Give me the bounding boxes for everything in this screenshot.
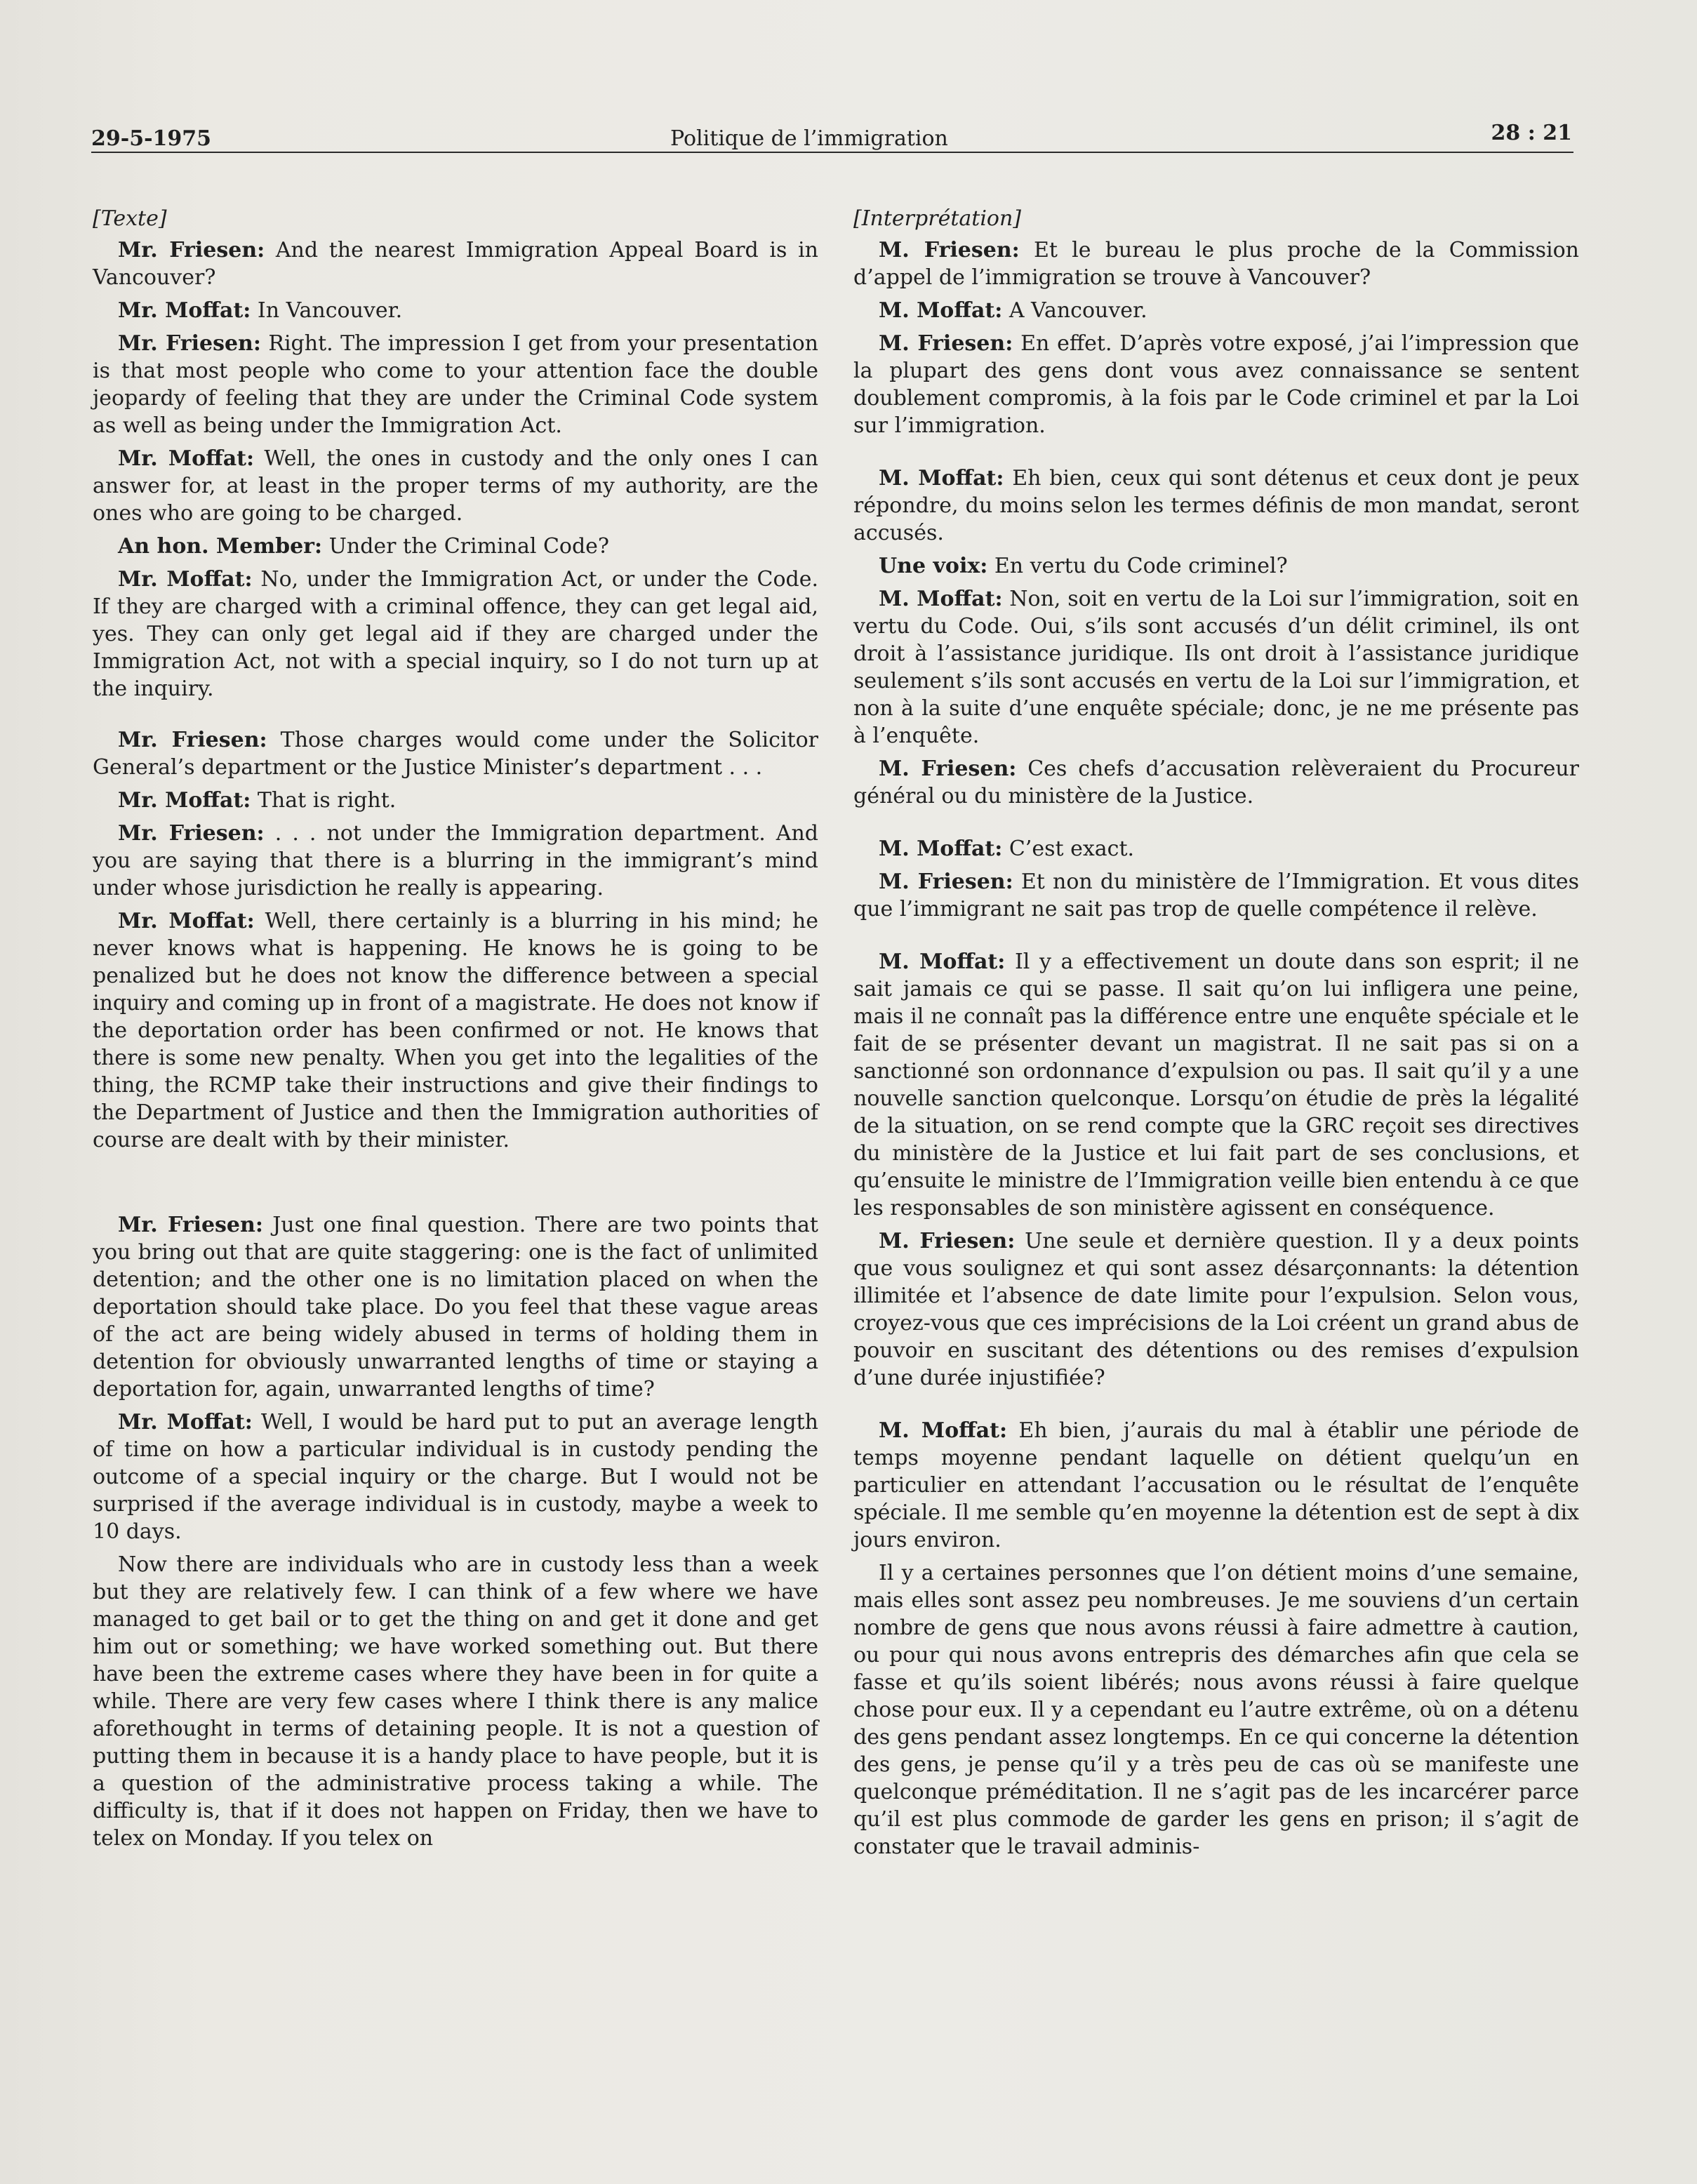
speaker-name: M. Friesen: [879, 1229, 1016, 1253]
transcript-paragraph [853, 755, 1579, 810]
speech-text: En vertu du Code criminel? [987, 554, 1288, 578]
speaker-name: Mr. Moffat: [118, 909, 255, 933]
speech-text: Now there are individuals who are in custody less than a week but they are relatively few. I can think of a few where we have managed to get bail or to get the thing on and get it done and get him out or something; we have worked something out. But there have been the extreme cases where they have been in for quite a while. There are very few cases where I think there is any malice aforethought in terms of detaining people. It is not a question of putting them in because it is a handy place to have people, but it is a question of the administrative process taking a while. The difficulty is, that if it does not happen on Friday, then we have to telex on Monday. If you telex on [93, 1552, 818, 1851]
speech-text: Il y a effectivement un doute dans son esprit; il ne sait jamais ce qui se passe. Il sait qu’on lui infligera une peine, mais il ne connaît pas la différence entre une enquête spéciale et le fait de se présenter devant un magistrat. Il ne sait pas si on a sanctionné son ordonnance d’expulsion ou pas. Il sait qu’il y a une nouvelle sanction quelconque. Lorsqu’on étudie de près la légalité de la situation, on se rend compte que la GRC reçoit ses directives du ministère de la Justice et lui fait part de ses conclusions, et qu’ensuite le ministre de l’Immigration veille bien entendu à ce que les responsables de son ministère agissent en conséquence. [853, 950, 1579, 1220]
speaker-name: Mr. Friesen: [118, 331, 261, 356]
speaker-name: Mr. Friesen: [118, 238, 265, 262]
speech-text: Il y a certaines personnes que l’on détient moins d’une semaine, mais elles sont assez peu nombreuses. Je me souviens d’un certain nombre de gens que nous avons réussi à faire admettre à caution, ou pour qui nous avons entrepris des démarches afin que cela se fasse et qu’ils soient libérés; nous avons réussi à faire quelque chose pour eux. Il y a cependant eu l’autre extrême, où on a détenu des gens pendant assez longtemps. En ce qui concerne la détention des gens, je pense qu’il y a très peu de cas où se manifeste une quelconque préméditation. Il ne s’agit pas de les incarcérer parce qu’il est plus commode de garder les gens en prison; il s’agit de constater que le travail adminis- [853, 1561, 1579, 1859]
speech-text: Non, soit en vertu de la Loi sur l’immigration, soit en vertu du Code. Oui, s’ils sont accusés d’un délit criminel, ils ont droit à l’assistance juridique. Ils ont droit à l’assistance juridique seulement s’ils sont accusés en vertu de la Loi sur l’immigration, et non à la suite d’une enquête spéciale; donc, je ne me présente pas à l’enquête. [853, 587, 1580, 748]
speaker-name: M. Friesen: [879, 238, 1020, 262]
transcript-paragraph [93, 566, 818, 703]
speech-text: C’est exact. [1002, 837, 1135, 861]
speaker-name: M. Moffat: [879, 950, 1006, 974]
header-page-number: 28 : 21 [1491, 121, 1572, 145]
transcript-paragraph [853, 330, 1579, 439]
speech-text: Well, I would be hard put to put an average length of time on how a particular individual is in custody pending the outcome of a special inquiry or the charge. But I would not be surprised if the average individual is in custody, maybe a week to 10 days. [93, 1410, 818, 1544]
speech-text: No, under the Immigration Act, or under the Code. If they are charged with a criminal offence, they can get legal aid, yes. They can only get legal aid if they are charged under the Immigration Act, not with a special inquiry, so I do not turn up at the inquiry. [93, 567, 818, 701]
speaker-name: M. Moffat: [879, 1418, 1008, 1443]
transcript-paragraph [93, 1409, 818, 1545]
speaker-name: M. Moffat: [879, 837, 1003, 861]
transcript-paragraph [93, 1551, 818, 1852]
transcript-paragraph [93, 533, 818, 560]
speaker-name: Mr. Moffat: [118, 788, 251, 813]
column-label-interpretation: [Interprétation] [853, 206, 1022, 231]
header-title: Politique de l’immigration [670, 126, 948, 151]
speaker-name: M. Moffat: [879, 466, 1004, 491]
transcript-paragraph [93, 297, 818, 324]
header-rule [91, 152, 1573, 153]
speaker-name: Une voix: [879, 554, 988, 578]
speech-text: Eh bien, ceux qui sont détenus et ceux dont je peux répondre, du moins selon les termes définis de mon mandat, seront accusés. [853, 466, 1579, 545]
speaker-name: M. Friesen: [879, 870, 1013, 894]
column-label-texte: [Texte] [93, 206, 167, 231]
transcript-paragraph [853, 835, 1579, 863]
speaker-name: Mr. Moffat: [118, 298, 251, 323]
speech-text: Under the Criminal Code? [322, 534, 610, 559]
speech-text: Well, there certainly is a blurring in his mind; he never knows what is happening. He knows he is going to be penalized but he does not know the difference between a special inquiry and coming up in front of a magistrate. He does not know if the deportation order has been confirmed or not. He knows that there is some new penalty. When you get into the legalities of the thing, the RCMP take their instructions and give their findings to the Department of Justice and then the Immigration authorities of course are dealt with by their minister. [93, 909, 818, 1152]
speaker-name: M. Moffat: [879, 298, 1003, 323]
speech-text: Et le bureau le plus proche de la Commission d’appel de l’immigration se trouve à Vancouver? [853, 238, 1579, 290]
transcript-paragraph [853, 237, 1579, 291]
speech-text: Ces chefs d’accusation relèveraient du Procureur général ou du ministère de la Justice. [853, 757, 1579, 808]
speech-text: That is right. [251, 788, 397, 813]
transcript-paragraph [853, 585, 1579, 750]
speaker-name: Mr. Moffat: [118, 1410, 253, 1434]
transcript-paragraph [93, 330, 818, 439]
english-column [93, 205, 818, 1858]
speech-text: En effet. D’après votre exposé, j’ai l’impression que la plupart des gens dont vous avez connaissance se sentent doublement compromis, à la fois par le Code criminel et par la Loi sur l’immigration. [853, 331, 1579, 438]
transcript-paragraph [93, 445, 818, 527]
transcript-paragraph [93, 726, 818, 781]
transcript-paragraph [93, 907, 818, 1154]
speech-text: Eh bien, j’aurais du mal à établir une période de temps moyenne pendant laquelle on détient quelqu’un en particulier en attendant l’accusation ou le résultat de l’enquête spéciale. Il me semble qu’en moyenne la détention est de sept à dix jours environ. [853, 1418, 1579, 1552]
speech-text: A Vancouver. [1002, 298, 1147, 323]
speech-text: Those charges would come under the Solicitor General’s department or the Justice Minister’s department . . . [93, 728, 818, 780]
transcript-paragraph [93, 820, 818, 902]
speaker-name: An hon. Member: [118, 534, 323, 559]
speech-text: And the nearest Immigration Appeal Board is in Vancouver? [93, 238, 818, 290]
speech-text: Well, the ones in custody and the only ones I can answer for, at least in the proper terms of my authority, are the ones who are going to be charged. [93, 446, 818, 526]
speaker-name: M. Moffat: [879, 587, 1003, 611]
page-header [91, 121, 1572, 156]
speech-text: In Vancouver. [251, 298, 403, 323]
speaker-name: Mr. Friesen: [118, 1213, 263, 1237]
french-column [853, 205, 1579, 1866]
transcript-paragraph [93, 787, 818, 814]
speaker-name: Mr. Friesen: [118, 821, 265, 846]
speaker-name: Mr. Moffat: [118, 446, 255, 471]
speech-text: . . . not under the Immigration department. And you are saying that there is a blurring in the immigrant’s mind under whose jurisdiction he really is appearing. [93, 821, 819, 900]
transcript-paragraph [853, 1417, 1579, 1554]
transcript-paragraph [853, 948, 1579, 1222]
transcript-paragraph [93, 237, 818, 291]
speech-text: Right. The impression I get from your presentation is that most people who come to your attention face the double jeopardy of feeling that they are under the Criminal Code system as well as being under the Immigration Act. [93, 331, 818, 438]
transcript-paragraph [853, 1227, 1579, 1392]
transcript-paragraph [853, 465, 1579, 547]
transcript-paragraph [853, 868, 1579, 923]
speaker-name: Mr. Moffat: [118, 567, 253, 592]
transcript-paragraph [93, 1211, 818, 1403]
speech-text: Une seule et dernière question. Il y a deux points que vous soulignez et qui sont assez désarçonnants: la détention illimitée et l’absence de date limite pour l’expulsion. Selon vous, croyez-vous que ces imprécisions de la Loi créent un grand abus de pouvoir en suscitant des détentions ou des remises d’expulsion d’une durée injustifiée? [853, 1229, 1579, 1390]
speaker-name: M. Friesen: [879, 331, 1013, 356]
transcript-paragraph [853, 1559, 1579, 1860]
speech-text: Just one final question. There are two points that you bring out that are quite staggering: one is the fact of unlimited detention; and the other one is no limitation placed on when the deportation should take place. Do you feel that these vague areas of the act are being widely abused in terms of holding them in detention for obviously unwarranted lengths of time or staying a deportation for, again, unwarranted lengths of time? [93, 1213, 818, 1401]
transcript-paragraph [853, 297, 1579, 324]
speaker-name: M. Friesen: [879, 757, 1017, 781]
header-date: 29-5-1975 [91, 126, 212, 151]
speech-text: Et non du ministère de l’Immigration. Et vous dites que l’immigrant ne sait pas trop de quelle compétence il relève. [853, 870, 1579, 921]
speaker-name: Mr. Friesen: [118, 728, 267, 752]
transcript-paragraph [853, 552, 1579, 580]
